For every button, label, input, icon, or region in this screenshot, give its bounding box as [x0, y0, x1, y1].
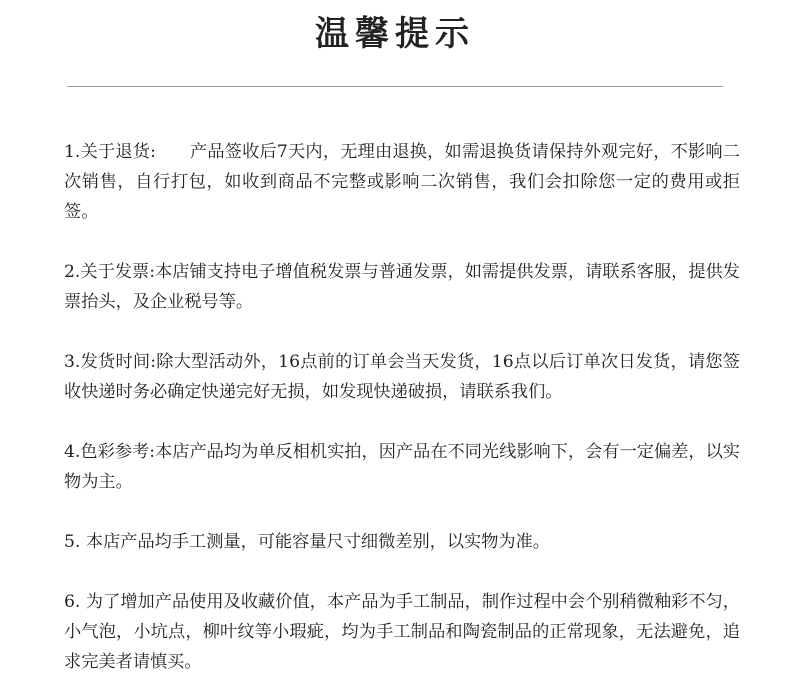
notice-text: 本店产品均为单反相机实拍，因产品在不同光线影响下，会有一定偏差，以实物为主。 [64, 442, 740, 492]
notice-label: 5. [64, 532, 81, 552]
notice-item-measurement [64, 527, 740, 557]
notice-text: 本店产品均手工测量，可能容量尺寸细微差别，以实物为准。 [85, 532, 550, 552]
page-title: 温馨提示 [315, 14, 475, 54]
notice-item-invoice [64, 257, 740, 317]
title-divider [67, 86, 723, 87]
notice-label: 4.色彩参考: [64, 442, 156, 462]
notice-item-shipping-time [64, 347, 740, 407]
notice-item-color-reference [64, 437, 740, 497]
notice-text: 为了增加产品使用及收藏价值，本产品为手工制品，制作过程中会个别稍微釉彩不匀，小气泡，小坑点，柳叶纹等小瑕疵，均为手工制品和陶瓷制品的正常现象，无法避免，追求完美者请慎买。 [64, 592, 740, 672]
notice-label: 1.关于退货: [64, 142, 156, 162]
notice-label: 6. [64, 592, 81, 612]
notice-label: 3.发货时间: [64, 352, 157, 372]
notice-label: 2.关于发票: [64, 262, 156, 282]
notice-item-returns [64, 137, 740, 227]
notice-gap [156, 142, 190, 162]
notice-item-handmade [64, 587, 740, 677]
notice-text: 本店铺支持电子增值税发票与普通发票，如需提供发票，请联系客服，提供发票抬头，及企业税号等。 [64, 262, 740, 312]
notice-text: 产品签收后7天内，无理由退换，如需退换货请保持外观完好，不影响二次销售，自行打包，如收到商品不完整或影响二次销售，我们会扣除您一定的费用或拒签。 [64, 142, 740, 222]
notice-list [64, 137, 740, 677]
notice-text: 除大型活动外，16点前的订单会当天发货，16点以后订单次日发货，请您签收快递时务必确定快递完好无损，如发现快递破损，请联系我们。 [64, 352, 740, 402]
